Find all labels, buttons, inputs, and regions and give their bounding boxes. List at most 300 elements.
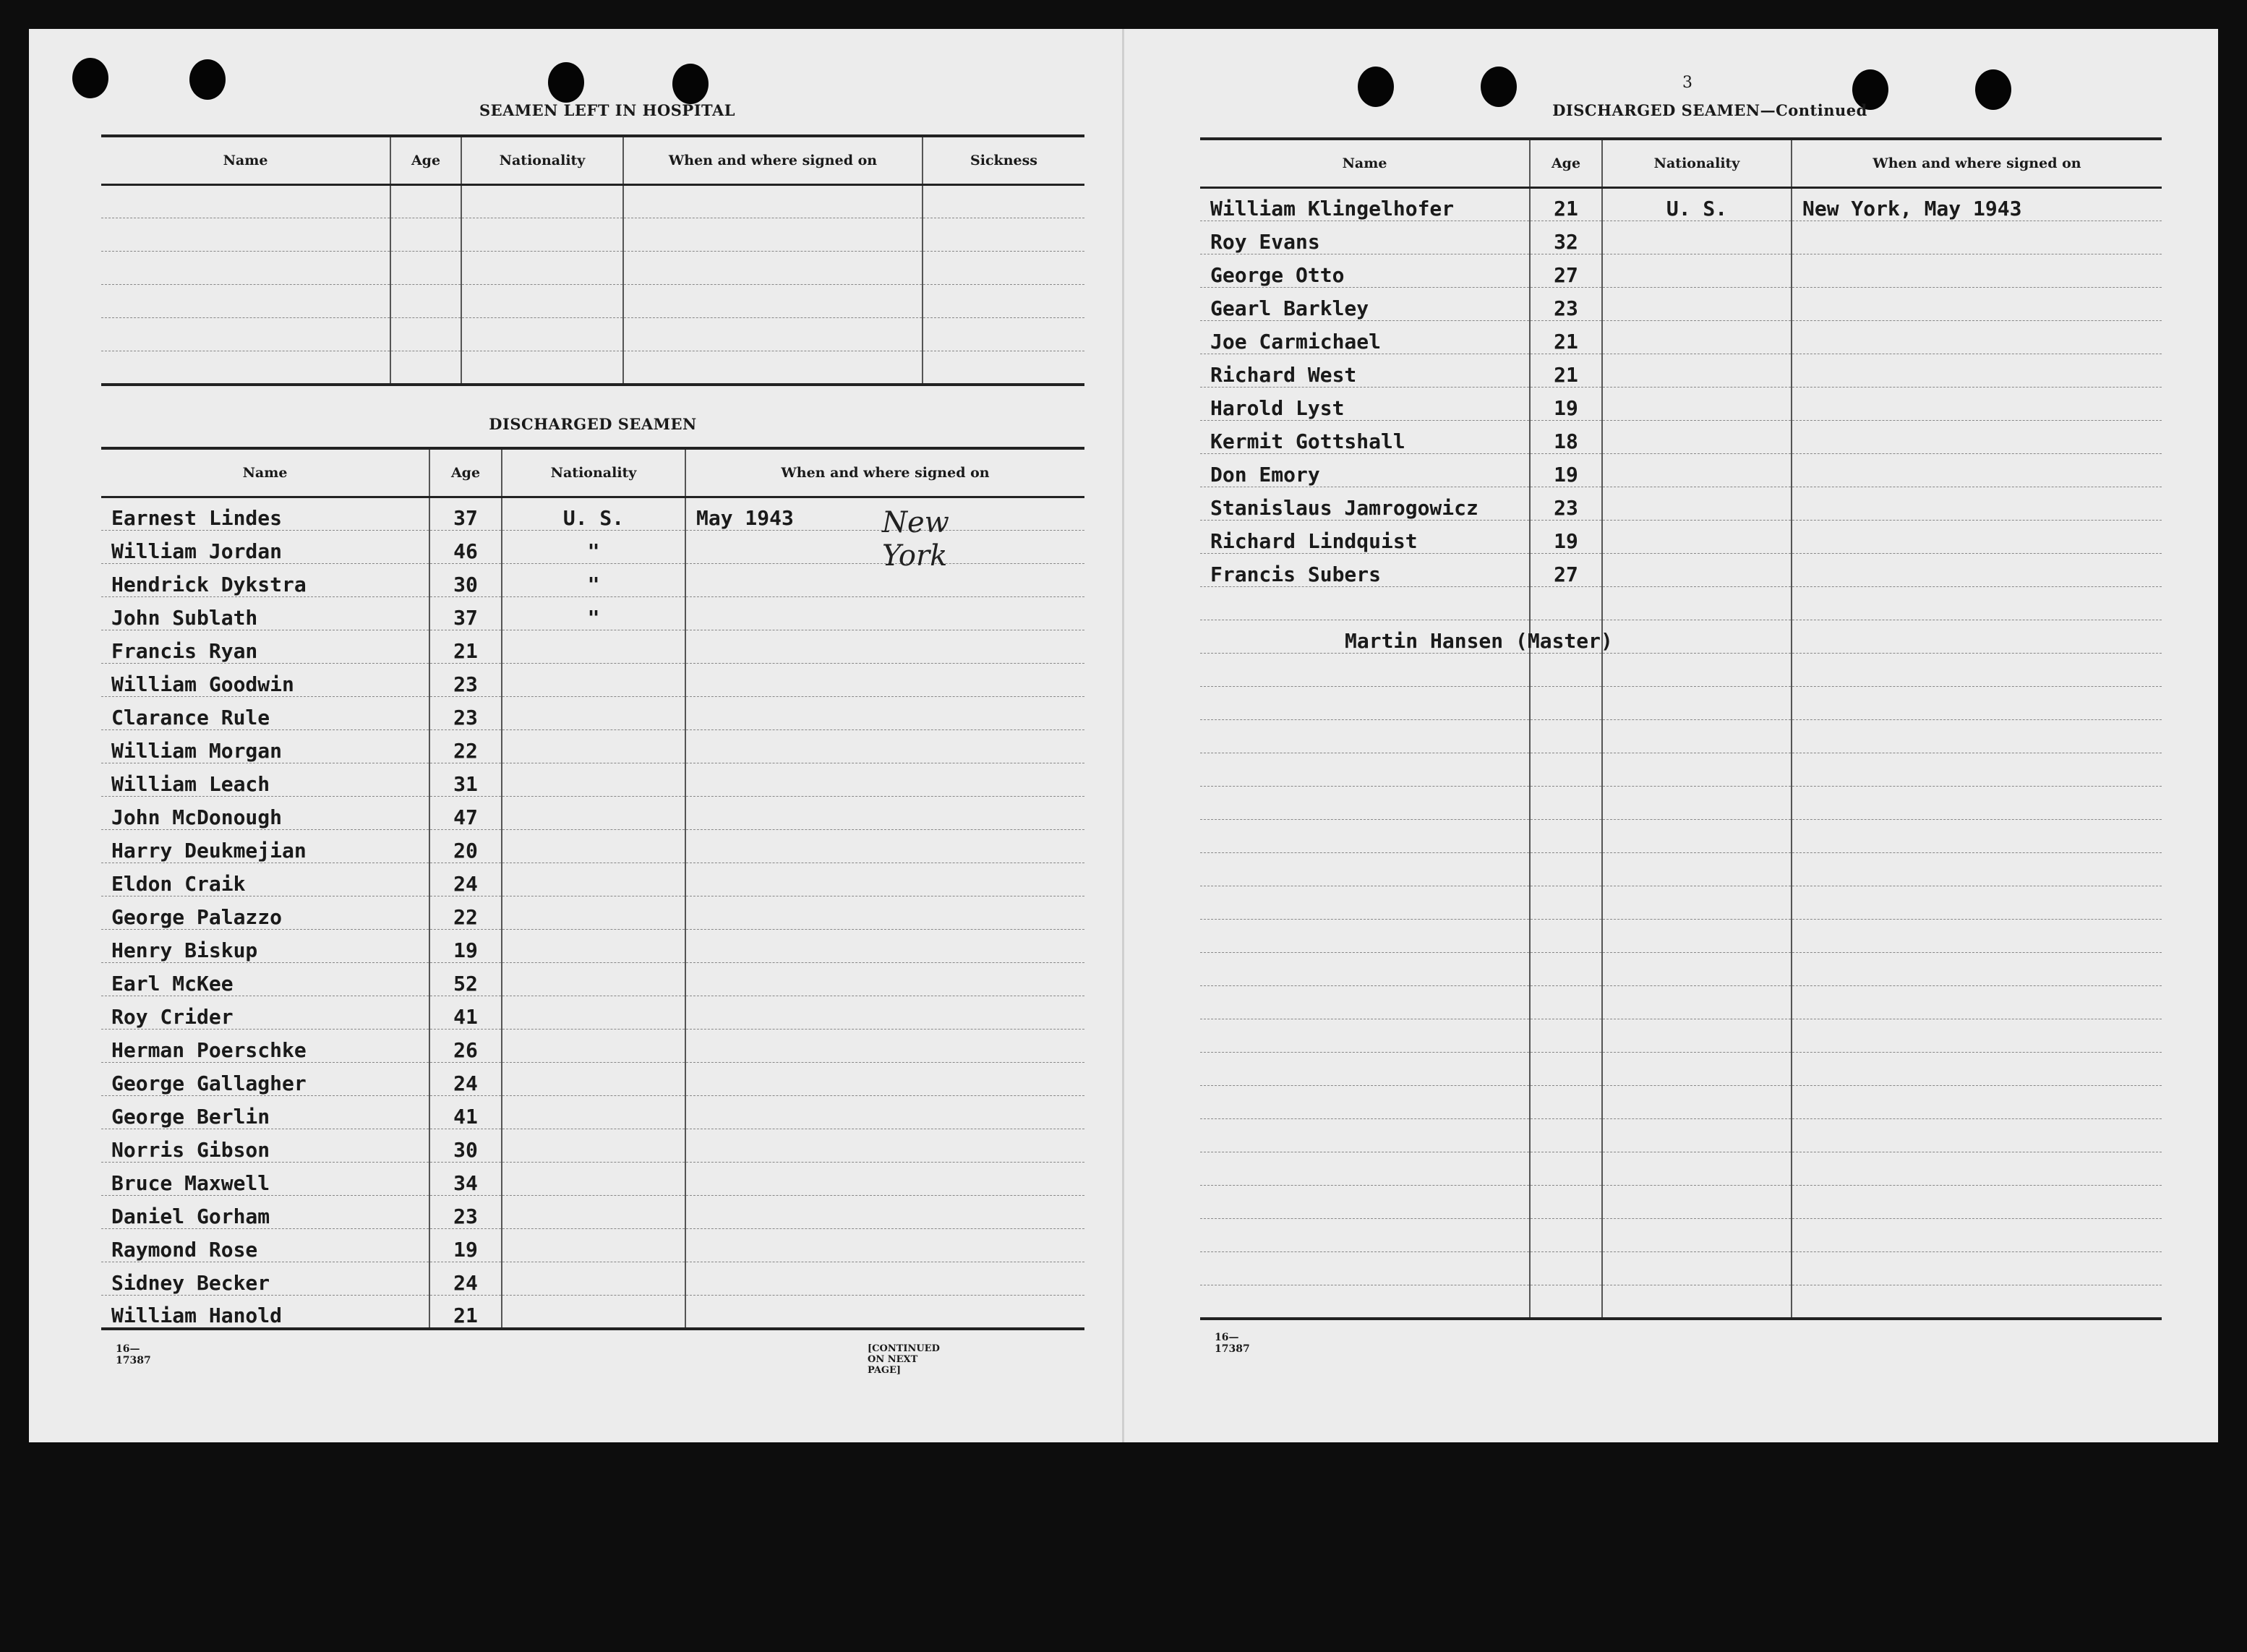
table-row	[1200, 820, 2162, 853]
seaman-signed-on	[1792, 886, 2162, 920]
nationality-cell	[461, 252, 623, 285]
seaman-nationality	[1602, 1152, 1792, 1186]
seaman-signed-on	[685, 597, 1084, 630]
seaman-name	[1200, 986, 1530, 1019]
seaman-signed-on	[685, 1229, 1084, 1262]
seaman-nationality	[502, 664, 685, 697]
seaman-name	[1200, 1152, 1530, 1186]
column-header-sickness: Sickness	[923, 136, 1084, 185]
seaman-signed-on	[1792, 920, 2162, 953]
seaman-name	[1200, 687, 1530, 720]
seaman-age	[1530, 1219, 1602, 1252]
seaman-name: Gearl Barkley	[1200, 288, 1530, 321]
age-cell	[390, 318, 461, 351]
age-cell	[390, 351, 461, 385]
seaman-name: Daniel Gorham	[101, 1196, 429, 1229]
seaman-age: 23	[429, 697, 502, 730]
table-row	[1200, 487, 2162, 521]
table-row	[1200, 753, 2162, 787]
seaman-age: 31	[429, 763, 502, 797]
signed-on-cell	[623, 285, 923, 318]
seaman-signed-on	[685, 830, 1084, 863]
seaman-name	[1200, 654, 1530, 687]
seaman-nationality	[1602, 421, 1792, 454]
seaman-age	[1530, 1086, 1602, 1119]
seaman-signed-on	[685, 1030, 1084, 1063]
table-row	[101, 797, 1084, 830]
seaman-nationality	[1602, 1285, 1792, 1319]
seaman-signed-on	[1792, 853, 2162, 886]
seaman-nationality	[1602, 487, 1792, 521]
seaman-nationality	[502, 863, 685, 896]
seaman-age: 27	[1530, 554, 1602, 587]
seaman-signed-on	[1792, 454, 2162, 487]
seaman-name: William Jordan	[101, 531, 429, 564]
seaman-nationality	[1602, 886, 1792, 920]
seaman-nationality	[1602, 720, 1792, 753]
name-cell	[101, 185, 390, 218]
age-cell	[390, 218, 461, 252]
table-row	[101, 252, 1084, 285]
seaman-age: 18	[1530, 421, 1602, 454]
continued-note: [CONTINUED ON NEXT PAGE]	[868, 1343, 940, 1376]
seaman-name	[1200, 1252, 1530, 1285]
seaman-signed-on	[1792, 521, 2162, 554]
seaman-signed-on	[1792, 254, 2162, 288]
seaman-name: William Goodwin	[101, 664, 429, 697]
seaman-nationality	[1602, 454, 1792, 487]
table-row	[1200, 1219, 2162, 1252]
seaman-name: William Morgan	[101, 730, 429, 763]
seaman-signed-on	[1792, 1086, 2162, 1119]
seaman-nationality	[502, 1296, 685, 1329]
name-cell	[101, 252, 390, 285]
table-row	[1200, 454, 2162, 487]
table-row	[101, 1196, 1084, 1229]
seaman-signed-on	[1792, 354, 2162, 388]
seaman-signed-on	[1792, 1285, 2162, 1319]
form-number: 16—17387	[1215, 1332, 1250, 1355]
seaman-age: 37	[429, 497, 502, 531]
table-row	[101, 1262, 1084, 1296]
seaman-name	[1200, 1019, 1530, 1053]
seaman-signed-on	[1792, 654, 2162, 687]
table-row	[1200, 1152, 2162, 1186]
page-fold	[1122, 29, 1124, 1442]
table-row	[101, 1063, 1084, 1096]
seaman-nationality	[1602, 620, 1792, 654]
punch-hole-icon	[189, 59, 226, 100]
table-row	[101, 1030, 1084, 1063]
seaman-age: 23	[1530, 487, 1602, 521]
table-row	[101, 1096, 1084, 1129]
seaman-nationality	[1602, 1053, 1792, 1086]
seaman-signed-on	[1792, 1053, 2162, 1086]
seaman-nationality	[502, 1063, 685, 1096]
seaman-age	[1530, 1285, 1602, 1319]
seaman-signed-on	[1792, 321, 2162, 354]
seaman-name: Richard Lindquist	[1200, 521, 1530, 554]
table-row	[1200, 587, 2162, 620]
seaman-name	[1200, 720, 1530, 753]
seaman-nationality	[502, 763, 685, 797]
signed-on-cell	[623, 318, 923, 351]
seaman-name: Norris Gibson	[101, 1129, 429, 1163]
seaman-age: 26	[429, 1030, 502, 1063]
seaman-name	[1200, 953, 1530, 986]
seaman-nationality	[1602, 1019, 1792, 1053]
column-header-signed-on: When and where signed on	[685, 448, 1084, 497]
seaman-name: William Klingelhofer	[1200, 188, 1530, 221]
seaman-age: 24	[429, 1063, 502, 1096]
seaman-signed-on	[685, 1196, 1084, 1229]
seaman-name: Francis Ryan	[101, 630, 429, 664]
table-row	[101, 863, 1084, 896]
seaman-nationality	[502, 963, 685, 996]
table-row	[1200, 521, 2162, 554]
seaman-nationality	[1602, 388, 1792, 421]
seaman-nationality	[502, 797, 685, 830]
nationality-cell	[461, 185, 623, 218]
seaman-age: 41	[429, 996, 502, 1030]
column-header-age: Age	[429, 448, 502, 497]
table-row	[101, 664, 1084, 697]
seaman-name: Stanislaus Jamrogowicz	[1200, 487, 1530, 521]
sickness-cell	[923, 252, 1084, 285]
seaman-age: 21	[1530, 188, 1602, 221]
seaman-nationality	[1602, 521, 1792, 554]
seaman-signed-on	[1792, 753, 2162, 787]
table-row	[101, 285, 1084, 318]
form-number: 16—17387	[116, 1343, 151, 1366]
seaman-nationality	[1602, 587, 1792, 620]
nationality-cell	[461, 318, 623, 351]
seaman-signed-on	[1792, 986, 2162, 1019]
seaman-age	[1530, 986, 1602, 1019]
seaman-signed-on	[685, 1096, 1084, 1129]
table-row	[101, 1296, 1084, 1329]
hospital-section-title: SEAMEN LEFT IN HOSPITAL	[479, 101, 736, 119]
seaman-name: George Gallagher	[101, 1063, 429, 1096]
seaman-signed-on	[1792, 421, 2162, 454]
seaman-nationality	[1602, 986, 1792, 1019]
seaman-nationality	[1602, 1219, 1792, 1252]
table-row	[101, 1163, 1084, 1196]
age-cell	[390, 185, 461, 218]
seaman-name: Joe Carmichael	[1200, 321, 1530, 354]
seaman-nationality	[1602, 687, 1792, 720]
seaman-name	[1200, 1053, 1530, 1086]
seaman-age	[1530, 687, 1602, 720]
seaman-signed-on	[685, 1063, 1084, 1096]
seaman-name: George Palazzo	[101, 896, 429, 930]
column-header-nationality: Nationality	[461, 136, 623, 185]
seaman-signed-on	[685, 963, 1084, 996]
seaman-name	[1200, 1086, 1530, 1119]
table-row	[101, 630, 1084, 664]
seaman-signed-on	[1792, 487, 2162, 521]
table-row	[1200, 720, 2162, 753]
seaman-signed-on	[1792, 388, 2162, 421]
name-cell	[101, 318, 390, 351]
seaman-name: John Sublath	[101, 597, 429, 630]
seaman-nationality	[502, 1129, 685, 1163]
seaman-signed-on	[685, 630, 1084, 664]
seaman-signed-on	[1792, 787, 2162, 820]
seaman-nationality	[1602, 288, 1792, 321]
seaman-nationality	[1602, 953, 1792, 986]
seaman-name: Harold Lyst	[1200, 388, 1530, 421]
seaman-name: Clarance Rule	[101, 697, 429, 730]
seaman-age: 19	[429, 1229, 502, 1262]
sickness-cell	[923, 285, 1084, 318]
seaman-name: Sidney Becker	[101, 1262, 429, 1296]
seaman-name: Martin Hansen (Master)	[1200, 620, 1530, 654]
discharged-section-title: DISCHARGED SEAMEN	[489, 415, 697, 433]
seaman-name	[1200, 1219, 1530, 1252]
seaman-nationality	[502, 1196, 685, 1229]
seaman-name: Earl McKee	[101, 963, 429, 996]
seaman-age	[1530, 1186, 1602, 1219]
seaman-name: Kermit Gottshall	[1200, 421, 1530, 454]
seaman-signed-on	[685, 664, 1084, 697]
column-header-signed-on: When and where signed on	[1792, 139, 2162, 188]
seaman-nationality	[1602, 753, 1792, 787]
seaman-signed-on	[1792, 1252, 2162, 1285]
seaman-age: 23	[429, 1196, 502, 1229]
seaman-age: 24	[429, 1262, 502, 1296]
seaman-signed-on	[1792, 820, 2162, 853]
seaman-age: 21	[429, 630, 502, 664]
table-row	[1200, 388, 2162, 421]
nationality-cell	[461, 218, 623, 252]
hospital-table	[101, 134, 1084, 386]
seaman-name: George Berlin	[101, 1096, 429, 1129]
table-row	[1200, 188, 2162, 221]
seaman-name: William Hanold	[101, 1296, 429, 1329]
seaman-age: 41	[429, 1096, 502, 1129]
seaman-age: 23	[1530, 288, 1602, 321]
table-row	[101, 697, 1084, 730]
seaman-age: 19	[1530, 454, 1602, 487]
seaman-signed-on	[1792, 1152, 2162, 1186]
seaman-age	[1530, 920, 1602, 953]
seaman-signed-on	[685, 697, 1084, 730]
seaman-age	[1530, 1019, 1602, 1053]
seaman-nationality	[502, 1262, 685, 1296]
seaman-signed-on	[1792, 687, 2162, 720]
seaman-name: Roy Crider	[101, 996, 429, 1030]
signed-on-cell	[623, 252, 923, 285]
seaman-name: Henry Biskup	[101, 930, 429, 963]
seaman-nationality	[1602, 1252, 1792, 1285]
seaman-name: Bruce Maxwell	[101, 1163, 429, 1196]
seaman-age	[1530, 720, 1602, 753]
table-row	[1200, 953, 2162, 986]
seaman-name	[1200, 920, 1530, 953]
seaman-name	[1200, 853, 1530, 886]
seaman-age	[1530, 1119, 1602, 1152]
seaman-signed-on	[685, 1129, 1084, 1163]
seaman-signed-on	[1792, 720, 2162, 753]
table-row	[1200, 254, 2162, 288]
seaman-signed-on	[1792, 221, 2162, 254]
seaman-nationality	[1602, 654, 1792, 687]
seaman-name: Eldon Craik	[101, 863, 429, 896]
table-row	[1200, 986, 2162, 1019]
column-header-nationality: Nationality	[1602, 139, 1792, 188]
table-row	[101, 318, 1084, 351]
seaman-nationality	[1602, 1186, 1792, 1219]
seaman-nationality	[1602, 1086, 1792, 1119]
document-sheet	[29, 29, 2218, 1442]
seaman-age: 37	[429, 597, 502, 630]
seaman-nationality	[1602, 787, 1792, 820]
nationality-cell	[461, 285, 623, 318]
table-row	[101, 763, 1084, 797]
seaman-name: John McDonough	[101, 797, 429, 830]
seaman-age: 19	[429, 930, 502, 963]
seaman-age	[1530, 820, 1602, 853]
seaman-signed-on	[1792, 1119, 2162, 1152]
table-row	[101, 830, 1084, 863]
seaman-name: Francis Subers	[1200, 554, 1530, 587]
seaman-name: Roy Evans	[1200, 221, 1530, 254]
seaman-nationality	[502, 996, 685, 1030]
table-row	[1200, 1086, 2162, 1119]
name-cell	[101, 218, 390, 252]
seaman-age: 21	[1530, 321, 1602, 354]
seaman-nationality	[1602, 321, 1792, 354]
table-row	[1200, 687, 2162, 720]
seaman-signed-on	[685, 930, 1084, 963]
table-row	[1200, 421, 2162, 454]
table-row	[1200, 1285, 2162, 1319]
table-row	[1200, 354, 2162, 388]
seaman-nationality	[502, 630, 685, 664]
column-header-name: Name	[101, 448, 429, 497]
table-row	[101, 351, 1084, 385]
seaman-nationality	[502, 896, 685, 930]
seaman-name	[1200, 753, 1530, 787]
seaman-nationality	[502, 930, 685, 963]
nationality-cell	[461, 351, 623, 385]
seaman-nationality: "	[502, 531, 685, 564]
table-row	[1200, 654, 2162, 687]
seaman-age	[1530, 1252, 1602, 1285]
name-cell	[101, 351, 390, 385]
sickness-cell	[923, 185, 1084, 218]
name-cell	[101, 285, 390, 318]
seaman-signed-on	[1792, 1219, 2162, 1252]
punch-hole-icon	[72, 58, 108, 98]
discharged-continued-table	[1200, 137, 2162, 1320]
seaman-nationality	[502, 1030, 685, 1063]
seaman-nationality	[1602, 920, 1792, 953]
seaman-signed-on	[685, 763, 1084, 797]
table-row	[1200, 288, 2162, 321]
seaman-signed-on	[685, 730, 1084, 763]
table-row	[1200, 620, 2162, 654]
seaman-age: 34	[429, 1163, 502, 1196]
signed-on-cell	[623, 218, 923, 252]
seaman-name: Earnest Lindes	[101, 497, 429, 531]
seaman-name: Harry Deukmejian	[101, 830, 429, 863]
seaman-name	[1200, 787, 1530, 820]
seaman-signed-on	[685, 896, 1084, 930]
seaman-signed-on	[1792, 953, 2162, 986]
table-row	[1200, 1252, 2162, 1285]
table-row	[101, 963, 1084, 996]
seaman-name	[1200, 587, 1530, 620]
seaman-age	[1530, 787, 1602, 820]
table-row	[101, 185, 1084, 218]
seaman-name: Don Emory	[1200, 454, 1530, 487]
punch-hole-icon	[672, 64, 709, 104]
seaman-age: 24	[429, 863, 502, 896]
seaman-age: 30	[429, 564, 502, 597]
seaman-name	[1200, 886, 1530, 920]
seaman-nationality	[502, 1096, 685, 1129]
seaman-signed-on	[685, 797, 1084, 830]
seaman-signed-on	[1792, 620, 2162, 654]
seaman-nationality	[1602, 853, 1792, 886]
table-row	[101, 218, 1084, 252]
seaman-age: 22	[429, 896, 502, 930]
seaman-age: 46	[429, 531, 502, 564]
seaman-name: Richard West	[1200, 354, 1530, 388]
seaman-signed-on	[685, 863, 1084, 896]
seaman-age: 19	[1530, 388, 1602, 421]
table-row	[1200, 787, 2162, 820]
seaman-nationality: "	[502, 597, 685, 630]
seaman-nationality	[502, 697, 685, 730]
column-header-name: Name	[1200, 139, 1530, 188]
column-header-age: Age	[390, 136, 461, 185]
discharged-continued-title: DISCHARGED SEAMEN—Continued	[1552, 101, 1867, 119]
table-row	[101, 1229, 1084, 1262]
seaman-signed-on	[685, 1296, 1084, 1329]
seaman-name	[1200, 1285, 1530, 1319]
seaman-signed-on	[685, 996, 1084, 1030]
seaman-age	[1530, 654, 1602, 687]
age-cell	[390, 285, 461, 318]
seaman-age: 19	[1530, 521, 1602, 554]
seaman-signed-on	[1792, 1186, 2162, 1219]
seaman-signed-on	[1792, 587, 2162, 620]
seaman-age	[1530, 587, 1602, 620]
seaman-age: 21	[429, 1296, 502, 1329]
seaman-nationality	[502, 1163, 685, 1196]
table-row	[101, 896, 1084, 930]
discharged-table	[101, 447, 1084, 1330]
seaman-nationality	[1602, 554, 1792, 587]
seaman-signed-on	[1792, 554, 2162, 587]
seaman-age	[1530, 1152, 1602, 1186]
seaman-age	[1530, 886, 1602, 920]
seaman-signed-on	[1792, 1019, 2162, 1053]
seaman-age: 22	[429, 730, 502, 763]
seaman-nationality	[1602, 254, 1792, 288]
age-cell	[390, 252, 461, 285]
seaman-age	[1530, 853, 1602, 886]
column-header-nationality: Nationality	[502, 448, 685, 497]
table-row	[101, 1129, 1084, 1163]
column-header-age: Age	[1530, 139, 1602, 188]
handwritten-place: New York	[882, 506, 949, 573]
seaman-name: George Otto	[1200, 254, 1530, 288]
seaman-name	[1200, 1119, 1530, 1152]
